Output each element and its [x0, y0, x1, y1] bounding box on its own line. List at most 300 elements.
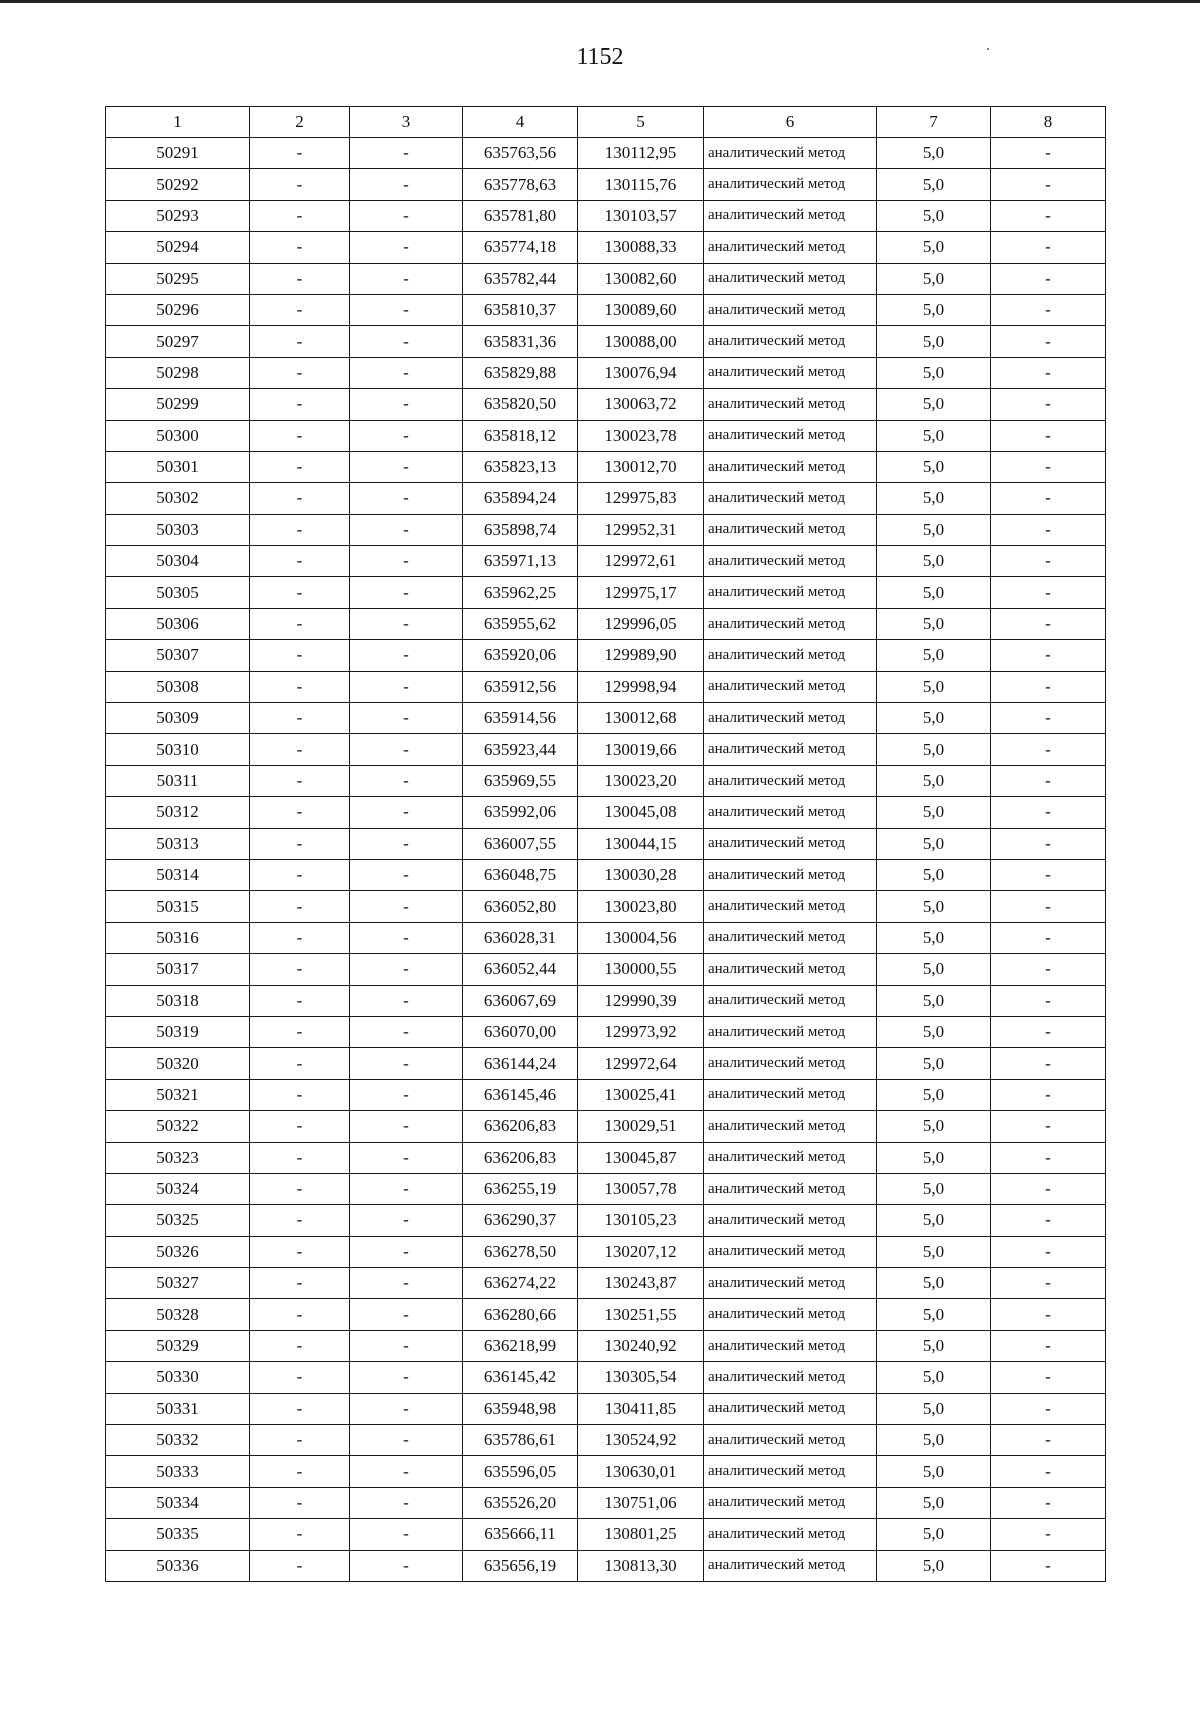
cell-accuracy: 5,0 — [877, 326, 991, 357]
cell-x-coordinate: 635898,74 — [463, 514, 578, 545]
cell-accuracy: 5,0 — [877, 1048, 991, 1079]
cell-x-coordinate: 636067,69 — [463, 985, 578, 1016]
cell-method: аналитический метод — [704, 891, 877, 922]
table-row — [106, 169, 1106, 200]
cell-x-coordinate: 635782,44 — [463, 263, 578, 294]
cell-x-coordinate: 636206,83 — [463, 1142, 578, 1173]
cell-method: аналитический метод — [704, 954, 877, 985]
cell-accuracy: 5,0 — [877, 1519, 991, 1550]
table-row — [106, 1111, 1106, 1142]
cell-point-number: 50330 — [106, 1362, 250, 1393]
cell-col-3: - — [350, 1550, 463, 1581]
cell-col-3: - — [350, 1205, 463, 1236]
cell-y-coordinate: 130023,78 — [578, 420, 704, 451]
cell-x-coordinate: 636070,00 — [463, 1016, 578, 1047]
cell-col-2: - — [250, 1393, 350, 1424]
cell-x-coordinate: 636206,83 — [463, 1111, 578, 1142]
cell-y-coordinate: 129998,94 — [578, 671, 704, 702]
cell-point-number: 50334 — [106, 1487, 250, 1518]
cell-col-2: - — [250, 1519, 350, 1550]
cell-col-8: - — [991, 640, 1106, 671]
cell-x-coordinate: 636290,37 — [463, 1205, 578, 1236]
cell-col-2: - — [250, 797, 350, 828]
cell-point-number: 50295 — [106, 263, 250, 294]
cell-method: аналитический метод — [704, 546, 877, 577]
cell-y-coordinate: 130088,00 — [578, 326, 704, 357]
cell-col-2: - — [250, 608, 350, 639]
cell-accuracy: 5,0 — [877, 294, 991, 325]
cell-point-number: 50316 — [106, 922, 250, 953]
cell-accuracy: 5,0 — [877, 389, 991, 420]
table-row — [106, 1268, 1106, 1299]
cell-point-number: 50327 — [106, 1268, 250, 1299]
cell-x-coordinate: 636218,99 — [463, 1330, 578, 1361]
cell-col-8: - — [991, 797, 1106, 828]
cell-method: аналитический метод — [704, 357, 877, 388]
cell-col-3: - — [350, 1299, 463, 1330]
table-row — [106, 671, 1106, 702]
cell-point-number: 50310 — [106, 734, 250, 765]
cell-col-8: - — [991, 891, 1106, 922]
cell-col-3: - — [350, 357, 463, 388]
cell-col-2: - — [250, 483, 350, 514]
cell-col-2: - — [250, 577, 350, 608]
cell-method: аналитический метод — [704, 169, 877, 200]
cell-col-2: - — [250, 734, 350, 765]
cell-y-coordinate: 130411,85 — [578, 1393, 704, 1424]
cell-method: аналитический метод — [704, 1519, 877, 1550]
cell-method: аналитический метод — [704, 514, 877, 545]
cell-accuracy: 5,0 — [877, 1362, 991, 1393]
cell-col-8: - — [991, 703, 1106, 734]
cell-accuracy: 5,0 — [877, 1550, 991, 1581]
cell-x-coordinate: 635969,55 — [463, 765, 578, 796]
column-header-4: 4 — [463, 107, 578, 138]
cell-col-2: - — [250, 1299, 350, 1330]
cell-col-3: - — [350, 1016, 463, 1047]
cell-accuracy: 5,0 — [877, 1425, 991, 1456]
cell-point-number: 50318 — [106, 985, 250, 1016]
cell-point-number: 50336 — [106, 1550, 250, 1581]
cell-y-coordinate: 130243,87 — [578, 1268, 704, 1299]
cell-point-number: 50335 — [106, 1519, 250, 1550]
column-header-6: 6 — [704, 107, 877, 138]
cell-point-number: 50304 — [106, 546, 250, 577]
cell-accuracy: 5,0 — [877, 138, 991, 169]
cell-col-2: - — [250, 828, 350, 859]
cell-col-3: - — [350, 608, 463, 639]
cell-col-3: - — [350, 483, 463, 514]
cell-col-8: - — [991, 138, 1106, 169]
table-row — [106, 828, 1106, 859]
page-number: 1152 — [576, 44, 624, 70]
cell-accuracy: 5,0 — [877, 985, 991, 1016]
cell-col-3: - — [350, 1111, 463, 1142]
cell-accuracy: 5,0 — [877, 1079, 991, 1110]
cell-x-coordinate: 636145,42 — [463, 1362, 578, 1393]
cell-col-3: - — [350, 954, 463, 985]
cell-point-number: 50311 — [106, 765, 250, 796]
cell-col-8: - — [991, 828, 1106, 859]
cell-y-coordinate: 130000,55 — [578, 954, 704, 985]
table-row — [106, 1550, 1106, 1581]
cell-method: аналитический метод — [704, 200, 877, 231]
cell-x-coordinate: 635774,18 — [463, 232, 578, 263]
cell-y-coordinate: 130023,20 — [578, 765, 704, 796]
cell-col-3: - — [350, 389, 463, 420]
cell-col-2: - — [250, 389, 350, 420]
cell-method: аналитический метод — [704, 1425, 877, 1456]
cell-col-3: - — [350, 1236, 463, 1267]
cell-col-3: - — [350, 232, 463, 263]
cell-col-2: - — [250, 891, 350, 922]
cell-col-3: - — [350, 294, 463, 325]
cell-col-8: - — [991, 1142, 1106, 1173]
cell-accuracy: 5,0 — [877, 828, 991, 859]
cell-col-3: - — [350, 797, 463, 828]
table-row — [106, 483, 1106, 514]
cell-x-coordinate: 635962,25 — [463, 577, 578, 608]
cell-method: аналитический метод — [704, 1330, 877, 1361]
cell-method: аналитический метод — [704, 1016, 877, 1047]
cell-method: аналитический метод — [704, 1393, 877, 1424]
cell-accuracy: 5,0 — [877, 1236, 991, 1267]
table-row — [106, 1299, 1106, 1330]
cell-y-coordinate: 130063,72 — [578, 389, 704, 420]
cell-accuracy: 5,0 — [877, 546, 991, 577]
cell-point-number: 50321 — [106, 1079, 250, 1110]
cell-method: аналитический метод — [704, 451, 877, 482]
cell-y-coordinate: 130813,30 — [578, 1550, 704, 1581]
cell-method: аналитический метод — [704, 1173, 877, 1204]
cell-accuracy: 5,0 — [877, 1142, 991, 1173]
cell-x-coordinate: 636048,75 — [463, 859, 578, 890]
cell-x-coordinate: 635912,56 — [463, 671, 578, 702]
cell-point-number: 50303 — [106, 514, 250, 545]
cell-x-coordinate: 635818,12 — [463, 420, 578, 451]
column-header-3: 3 — [350, 107, 463, 138]
cell-accuracy: 5,0 — [877, 954, 991, 985]
cell-col-8: - — [991, 985, 1106, 1016]
cell-point-number: 50291 — [106, 138, 250, 169]
top-edge-rule — [0, 0, 1200, 3]
cell-y-coordinate: 130044,15 — [578, 828, 704, 859]
cell-accuracy: 5,0 — [877, 420, 991, 451]
cell-col-3: - — [350, 577, 463, 608]
cell-col-8: - — [991, 263, 1106, 294]
cell-col-2: - — [250, 1111, 350, 1142]
table-row — [106, 922, 1106, 953]
cell-col-3: - — [350, 1362, 463, 1393]
cell-col-3: - — [350, 765, 463, 796]
column-header-5: 5 — [578, 107, 704, 138]
cell-accuracy: 5,0 — [877, 357, 991, 388]
cell-col-3: - — [350, 200, 463, 231]
cell-x-coordinate: 635823,13 — [463, 451, 578, 482]
cell-col-3: - — [350, 1393, 463, 1424]
cell-col-8: - — [991, 577, 1106, 608]
cell-accuracy: 5,0 — [877, 640, 991, 671]
cell-col-8: - — [991, 514, 1106, 545]
cell-x-coordinate: 635656,19 — [463, 1550, 578, 1581]
cell-point-number: 50320 — [106, 1048, 250, 1079]
cell-x-coordinate: 635829,88 — [463, 357, 578, 388]
cell-method: аналитический метод — [704, 577, 877, 608]
cell-col-8: - — [991, 389, 1106, 420]
cell-y-coordinate: 130524,92 — [578, 1425, 704, 1456]
cell-col-3: - — [350, 169, 463, 200]
cell-x-coordinate: 635666,11 — [463, 1519, 578, 1550]
cell-col-3: - — [350, 420, 463, 451]
cell-col-8: - — [991, 734, 1106, 765]
cell-point-number: 50328 — [106, 1299, 250, 1330]
cell-accuracy: 5,0 — [877, 514, 991, 545]
cell-col-3: - — [350, 1048, 463, 1079]
cell-method: аналитический метод — [704, 326, 877, 357]
cell-y-coordinate: 130023,80 — [578, 891, 704, 922]
cell-point-number: 50325 — [106, 1205, 250, 1236]
cell-y-coordinate: 129972,64 — [578, 1048, 704, 1079]
cell-accuracy: 5,0 — [877, 1173, 991, 1204]
cell-point-number: 50292 — [106, 169, 250, 200]
cell-col-3: - — [350, 734, 463, 765]
cell-x-coordinate: 636144,24 — [463, 1048, 578, 1079]
cell-col-8: - — [991, 1173, 1106, 1204]
cell-accuracy: 5,0 — [877, 1268, 991, 1299]
cell-x-coordinate: 635596,05 — [463, 1456, 578, 1487]
cell-col-3: - — [350, 1487, 463, 1518]
cell-col-2: - — [250, 200, 350, 231]
cell-col-2: - — [250, 1456, 350, 1487]
cell-y-coordinate: 130103,57 — [578, 200, 704, 231]
cell-method: аналитический метод — [704, 138, 877, 169]
table-row — [106, 1362, 1106, 1393]
cell-y-coordinate: 130630,01 — [578, 1456, 704, 1487]
cell-accuracy: 5,0 — [877, 1205, 991, 1236]
cell-y-coordinate: 130076,94 — [578, 357, 704, 388]
cell-point-number: 50315 — [106, 891, 250, 922]
cell-col-8: - — [991, 1205, 1106, 1236]
cell-y-coordinate: 130082,60 — [578, 263, 704, 294]
cell-point-number: 50314 — [106, 859, 250, 890]
cell-col-8: - — [991, 1268, 1106, 1299]
cell-col-3: - — [350, 1079, 463, 1110]
cell-col-8: - — [991, 1393, 1106, 1424]
cell-accuracy: 5,0 — [877, 859, 991, 890]
table-row — [106, 891, 1106, 922]
cell-accuracy: 5,0 — [877, 232, 991, 263]
cell-x-coordinate: 635894,24 — [463, 483, 578, 514]
cell-point-number: 50308 — [106, 671, 250, 702]
cell-point-number: 50297 — [106, 326, 250, 357]
cell-y-coordinate: 130801,25 — [578, 1519, 704, 1550]
cell-point-number: 50306 — [106, 608, 250, 639]
table-row — [106, 514, 1106, 545]
cell-col-2: - — [250, 1487, 350, 1518]
table-row — [106, 985, 1106, 1016]
cell-accuracy: 5,0 — [877, 1016, 991, 1047]
table-row — [106, 263, 1106, 294]
cell-method: аналитический метод — [704, 1268, 877, 1299]
cell-x-coordinate: 635526,20 — [463, 1487, 578, 1518]
table-row — [106, 200, 1106, 231]
cell-point-number: 50298 — [106, 357, 250, 388]
cell-col-8: - — [991, 1362, 1106, 1393]
cell-col-8: - — [991, 1330, 1106, 1361]
cell-y-coordinate: 129996,05 — [578, 608, 704, 639]
cell-col-3: - — [350, 546, 463, 577]
cell-accuracy: 5,0 — [877, 483, 991, 514]
cell-col-8: - — [991, 1299, 1106, 1330]
table-row — [106, 1173, 1106, 1204]
table-row — [106, 640, 1106, 671]
cell-col-2: - — [250, 1205, 350, 1236]
cell-y-coordinate: 129975,83 — [578, 483, 704, 514]
cell-method: аналитический метод — [704, 797, 877, 828]
cell-accuracy: 5,0 — [877, 765, 991, 796]
cell-col-3: - — [350, 828, 463, 859]
cell-accuracy: 5,0 — [877, 577, 991, 608]
cell-col-3: - — [350, 922, 463, 953]
cell-col-2: - — [250, 357, 350, 388]
cell-y-coordinate: 130251,55 — [578, 1299, 704, 1330]
table-row — [106, 734, 1106, 765]
cell-col-2: - — [250, 294, 350, 325]
cell-y-coordinate: 129952,31 — [578, 514, 704, 545]
cell-col-2: - — [250, 138, 350, 169]
cell-col-3: - — [350, 671, 463, 702]
cell-x-coordinate: 636052,44 — [463, 954, 578, 985]
cell-col-8: - — [991, 420, 1106, 451]
table-row — [106, 608, 1106, 639]
cell-col-8: - — [991, 200, 1106, 231]
cell-method: аналитический метод — [704, 1487, 877, 1518]
table-header-row — [106, 107, 1106, 138]
cell-accuracy: 5,0 — [877, 671, 991, 702]
cell-method: аналитический метод — [704, 734, 877, 765]
cell-method: аналитический метод — [704, 294, 877, 325]
cell-method: аналитический метод — [704, 1362, 877, 1393]
cell-col-3: - — [350, 703, 463, 734]
cell-col-8: - — [991, 1425, 1106, 1456]
cell-method: аналитический метод — [704, 1079, 877, 1110]
cell-x-coordinate: 635831,36 — [463, 326, 578, 357]
cell-method: аналитический метод — [704, 232, 877, 263]
cell-x-coordinate: 635763,56 — [463, 138, 578, 169]
cell-col-3: - — [350, 985, 463, 1016]
coordinates-table — [105, 106, 1106, 1582]
table-row — [106, 294, 1106, 325]
cell-point-number: 50333 — [106, 1456, 250, 1487]
cell-col-8: - — [991, 1236, 1106, 1267]
cell-method: аналитический метод — [704, 859, 877, 890]
cell-col-2: - — [250, 326, 350, 357]
cell-method: аналитический метод — [704, 1299, 877, 1330]
cell-col-8: - — [991, 483, 1106, 514]
cell-method: аналитический метод — [704, 389, 877, 420]
table-row — [106, 1016, 1106, 1047]
cell-y-coordinate: 130207,12 — [578, 1236, 704, 1267]
table-row — [106, 546, 1106, 577]
cell-col-3: - — [350, 1456, 463, 1487]
cell-col-2: - — [250, 1330, 350, 1361]
table-row — [106, 1487, 1106, 1518]
cell-col-2: - — [250, 1016, 350, 1047]
cell-point-number: 50331 — [106, 1393, 250, 1424]
table-row — [106, 765, 1106, 796]
column-header-7: 7 — [877, 107, 991, 138]
cell-col-8: - — [991, 169, 1106, 200]
table-row — [106, 1142, 1106, 1173]
cell-x-coordinate: 635781,80 — [463, 200, 578, 231]
table-row — [106, 1519, 1106, 1550]
cell-y-coordinate: 130019,66 — [578, 734, 704, 765]
cell-accuracy: 5,0 — [877, 1487, 991, 1518]
cell-col-8: - — [991, 546, 1106, 577]
cell-accuracy: 5,0 — [877, 891, 991, 922]
cell-x-coordinate: 635786,61 — [463, 1425, 578, 1456]
cell-method: аналитический метод — [704, 420, 877, 451]
cell-col-2: - — [250, 1173, 350, 1204]
cell-col-3: - — [350, 263, 463, 294]
table-row — [106, 1205, 1106, 1236]
cell-point-number: 50313 — [106, 828, 250, 859]
cell-y-coordinate: 129973,92 — [578, 1016, 704, 1047]
cell-y-coordinate: 130305,54 — [578, 1362, 704, 1393]
cell-col-3: - — [350, 1268, 463, 1299]
cell-y-coordinate: 130089,60 — [578, 294, 704, 325]
cell-x-coordinate: 636280,66 — [463, 1299, 578, 1330]
cell-method: аналитический метод — [704, 1048, 877, 1079]
cell-col-3: - — [350, 1173, 463, 1204]
cell-col-2: - — [250, 765, 350, 796]
cell-accuracy: 5,0 — [877, 263, 991, 294]
cell-accuracy: 5,0 — [877, 1330, 991, 1361]
cell-point-number: 50324 — [106, 1173, 250, 1204]
cell-method: аналитический метод — [704, 985, 877, 1016]
cell-method: аналитический метод — [704, 1142, 877, 1173]
cell-col-3: - — [350, 514, 463, 545]
cell-x-coordinate: 635810,37 — [463, 294, 578, 325]
cell-y-coordinate: 130025,41 — [578, 1079, 704, 1110]
cell-col-8: - — [991, 357, 1106, 388]
cell-accuracy: 5,0 — [877, 1299, 991, 1330]
cell-method: аналитический метод — [704, 922, 877, 953]
cell-col-2: - — [250, 169, 350, 200]
cell-method: аналитический метод — [704, 263, 877, 294]
cell-col-8: - — [991, 954, 1106, 985]
cell-y-coordinate: 130112,95 — [578, 138, 704, 169]
cell-accuracy: 5,0 — [877, 451, 991, 482]
cell-point-number: 50332 — [106, 1425, 250, 1456]
cell-col-2: - — [250, 232, 350, 263]
cell-x-coordinate: 635778,63 — [463, 169, 578, 200]
cell-col-2: - — [250, 954, 350, 985]
cell-col-8: - — [991, 765, 1106, 796]
cell-col-2: - — [250, 1142, 350, 1173]
cell-accuracy: 5,0 — [877, 1456, 991, 1487]
table-row — [106, 1330, 1106, 1361]
table-body — [106, 138, 1106, 1582]
cell-col-3: - — [350, 1142, 463, 1173]
table-row — [106, 1079, 1106, 1110]
cell-col-8: - — [991, 1519, 1106, 1550]
table-row — [106, 703, 1106, 734]
cell-col-8: - — [991, 1016, 1106, 1047]
table-row — [106, 420, 1106, 451]
cell-col-8: - — [991, 1111, 1106, 1142]
cell-x-coordinate: 635955,62 — [463, 608, 578, 639]
